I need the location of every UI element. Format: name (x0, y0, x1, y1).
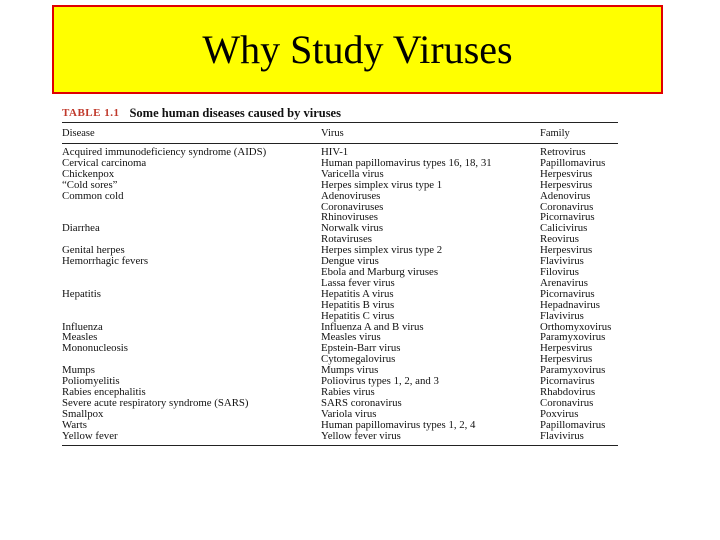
disease-cell: Mononucleosis (62, 343, 128, 355)
family-cell: Herpesvirus (540, 168, 593, 180)
table-row (62, 234, 618, 245)
disease-cell: Mumps (62, 365, 95, 377)
family-cell: Herpesvirus (540, 354, 593, 366)
virus-cell: SARS coronavirus (321, 397, 402, 409)
disease-cell: Poliomyelitis (62, 376, 120, 387)
table-row (62, 267, 618, 278)
disease-cell: Severe acute respiratory syndrome (SARS) (62, 397, 249, 409)
table-header-row (62, 123, 618, 139)
virus-cell: Hepatitis C virus (321, 310, 395, 322)
disease-cell: Rabies encephalitis (62, 386, 146, 398)
table-row (62, 256, 618, 267)
table-row (62, 343, 618, 354)
header-disease: Disease (62, 128, 95, 139)
family-cell: Flavivirus (540, 430, 584, 442)
table-row (62, 354, 618, 365)
table-row (62, 398, 618, 409)
family-cell: Coronavirus (540, 201, 594, 213)
family-cell: Flavivirus (540, 310, 584, 322)
table-row (62, 387, 618, 398)
family-cell: Coronavirus (540, 397, 594, 409)
table-row (62, 191, 618, 202)
table-row (62, 365, 618, 376)
table-row (62, 376, 618, 387)
table-row (62, 332, 618, 343)
family-cell: Reovirus (540, 234, 579, 246)
table-row (62, 431, 618, 442)
disease-cell (62, 354, 321, 365)
virus-cell: Epstein-Barr virus (321, 343, 401, 355)
disease-cell: Smallpox (62, 408, 104, 420)
family-cell: Adenovirus (540, 190, 591, 202)
family-cell: Retrovirus (540, 147, 586, 158)
virus-cell: Rabies virus (321, 386, 375, 398)
table-caption (62, 106, 618, 120)
family-cell: Flavivirus (540, 256, 584, 267)
disease-cell (62, 267, 321, 278)
disease-table (62, 106, 618, 446)
slide-title-box (52, 5, 663, 94)
table-row (62, 300, 618, 311)
family-cell: Papillomavirus (540, 157, 606, 169)
table-caption-text: Some human diseases caused by viruses (129, 106, 341, 120)
virus-cell: Norwalk virus (321, 223, 384, 235)
table-body (62, 147, 618, 441)
virus-cell: Yellow fever virus (321, 430, 401, 442)
virus-cell: Varicella virus (321, 168, 384, 180)
virus-cell: Hepatitis B virus (321, 299, 395, 311)
disease-cell: Measles (62, 332, 98, 344)
family-cell: Picornavirus (540, 376, 595, 387)
family-cell: Rhabdovirus (540, 386, 596, 398)
table-row (62, 169, 618, 180)
header-virus: Virus (321, 128, 344, 139)
disease-cell: “Cold sores” (62, 179, 118, 191)
disease-cell (62, 234, 321, 245)
table-row (62, 409, 618, 420)
virus-cell: Adenoviruses (321, 190, 381, 202)
disease-cell: Hemorrhagic fevers (62, 256, 149, 267)
disease-cell (62, 311, 321, 322)
disease-cell: Diarrhea (62, 223, 100, 235)
virus-cell: Poliovirus types 1, 2, and 3 (321, 376, 439, 387)
family-cell: Papillomavirus (540, 419, 606, 431)
table-row (62, 289, 618, 300)
virus-cell: Human papillomavirus types 1, 2, 4 (321, 419, 476, 431)
table-row (62, 212, 618, 223)
virus-cell: Ebola and Marburg viruses (321, 266, 439, 278)
family-cell: Calicivirus (540, 223, 588, 235)
table-row (62, 420, 618, 431)
family-cell: Picornavirus (540, 212, 595, 224)
slide-title: Why Study Viruses (202, 26, 513, 72)
virus-cell: Mumps virus (321, 365, 379, 377)
disease-cell (62, 300, 321, 311)
virus-cell: Herpes simplex virus type 1 (321, 179, 443, 191)
table-bottom-rule (62, 445, 618, 446)
table-row (62, 311, 618, 322)
virus-cell: Coronaviruses (321, 201, 384, 213)
disease-cell (62, 278, 321, 289)
family-cell: Herpesvirus (540, 245, 593, 257)
disease-cell: Influenza (62, 321, 103, 333)
family-cell: Picornavirus (540, 288, 595, 300)
disease-cell: Cervical carcinoma (62, 157, 147, 169)
family-cell: Herpesvirus (540, 343, 593, 355)
table-row (62, 322, 618, 333)
header-family: Family (540, 128, 570, 139)
virus-cell: Dengue virus (321, 256, 379, 267)
disease-cell (62, 212, 321, 223)
family-cell: Paramyxovirus (540, 365, 606, 377)
disease-cell: Genital herpes (62, 245, 125, 257)
disease-cell: Common cold (62, 190, 124, 202)
table-label: TABLE 1.1 (62, 107, 120, 119)
family-cell: Arenavirus (540, 277, 588, 289)
table-row (62, 147, 618, 158)
table-header-rule (62, 143, 618, 144)
table-row (62, 158, 618, 169)
family-cell: Herpesvirus (540, 179, 593, 191)
virus-cell: Lassa fever virus (321, 277, 395, 289)
family-cell: Orthomyxovirus (540, 321, 612, 333)
virus-cell: Human papillomavirus types 16, 18, 31 (321, 157, 492, 169)
virus-cell: Rhinoviruses (321, 212, 378, 224)
table-row (62, 245, 618, 256)
family-cell: Hepadnavirus (540, 299, 600, 311)
table-row (62, 223, 618, 234)
virus-cell: Hepatitis A virus (321, 288, 394, 300)
table-row (62, 278, 618, 289)
family-cell: Paramyxovirus (540, 332, 606, 344)
disease-cell: Hepatitis (62, 288, 101, 300)
family-cell: Filovirus (540, 266, 579, 278)
virus-cell: Influenza A and B virus (321, 321, 424, 333)
virus-cell: Herpes simplex virus type 2 (321, 245, 443, 257)
disease-cell: Warts (62, 419, 87, 431)
virus-cell: Measles virus (321, 332, 381, 344)
virus-cell: Variola virus (321, 408, 377, 420)
table-row (62, 202, 618, 213)
virus-cell: Rotaviruses (321, 234, 372, 246)
disease-cell: Yellow fever (62, 430, 118, 442)
disease-cell: Chickenpox (62, 168, 115, 180)
disease-cell (62, 202, 321, 213)
virus-cell: Cytomegalovirus (321, 354, 396, 366)
virus-cell: HIV-1 (321, 147, 349, 158)
disease-cell: Acquired immunodeficiency syndrome (AIDS) (62, 147, 267, 158)
table-row (62, 180, 618, 191)
family-cell: Poxvirus (540, 408, 579, 420)
